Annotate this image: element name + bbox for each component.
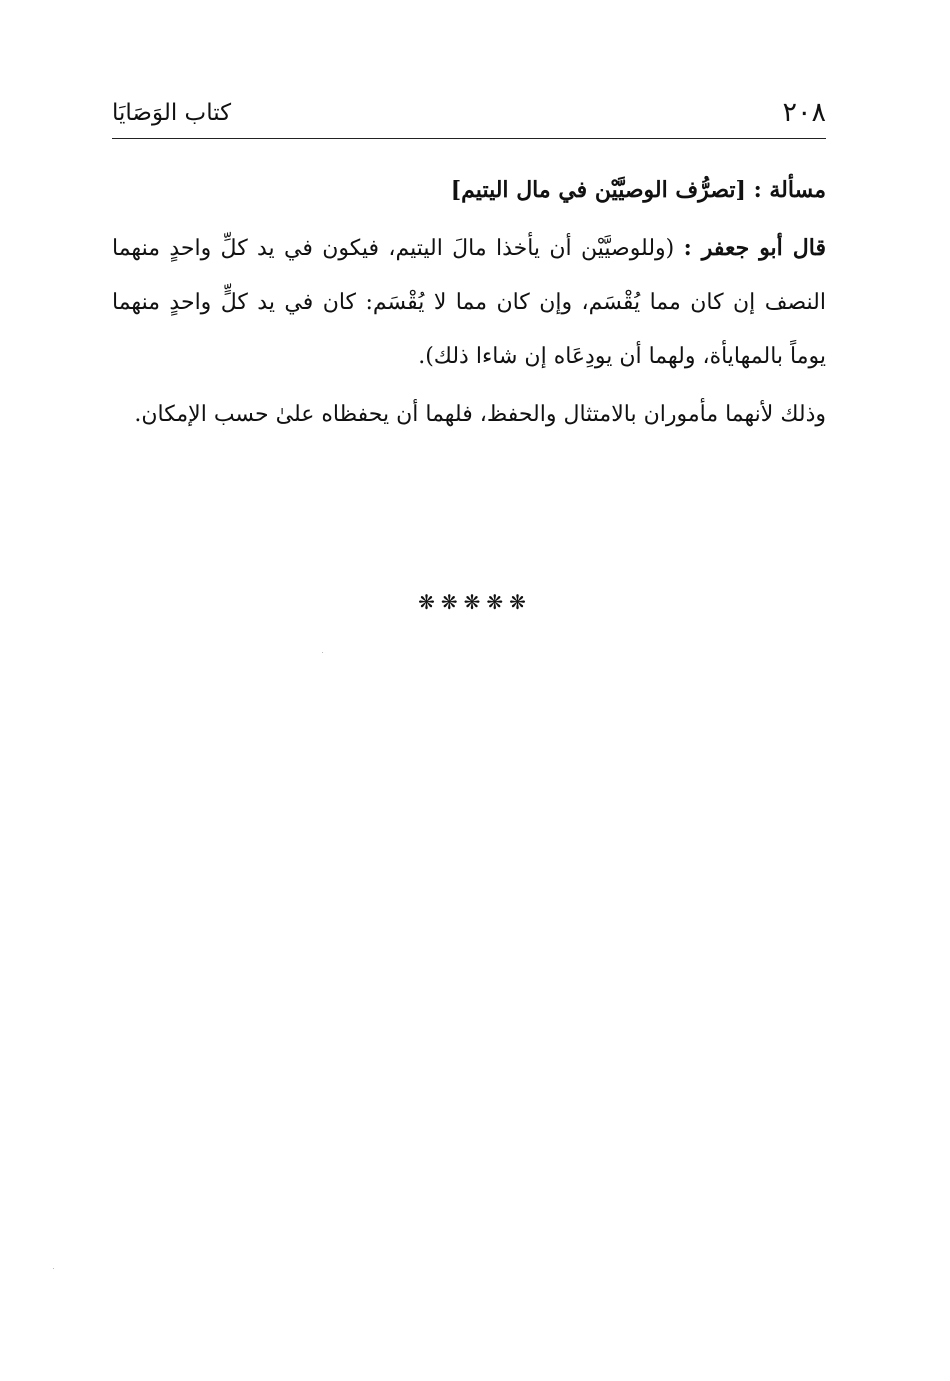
running-header [112, 95, 826, 133]
main-text [112, 165, 826, 446]
page-number: ٢٠٨ [782, 97, 826, 128]
book-title: كتاب الوَصَايَا [112, 100, 232, 126]
speaker-lead: قال أبو جعفر : [683, 235, 826, 261]
header-divider [112, 138, 826, 139]
section-heading: مسألة : [تصرُّف الوصيَّيْن في مال اليتيم] [450, 177, 826, 203]
paragraph-quote [112, 221, 826, 384]
section-separator: ❋❋❋❋❋ [418, 590, 532, 614]
scan-speck [53, 1268, 54, 1269]
quote-text: (وللوصيَّيْن أن يأخذا مالَ اليتيم، فيكون في يد كلِّ واحدٍ منهما النصف إن كان مما يُقْسَم، وإن كان مما لا يُقْسَم: كان في يد كلٍّ واحدٍ منهما يوماً بالمهايأة، ولهما أن يودِعَاه إن شاءا ذلك). [112, 236, 826, 369]
scan-speck [322, 652, 323, 653]
paragraph-commentary: وذلك لأنهما مأموران بالامتثال والحفظ، فلهما أن يحفظاه علىٰ حسب الإمكان. [134, 402, 826, 427]
